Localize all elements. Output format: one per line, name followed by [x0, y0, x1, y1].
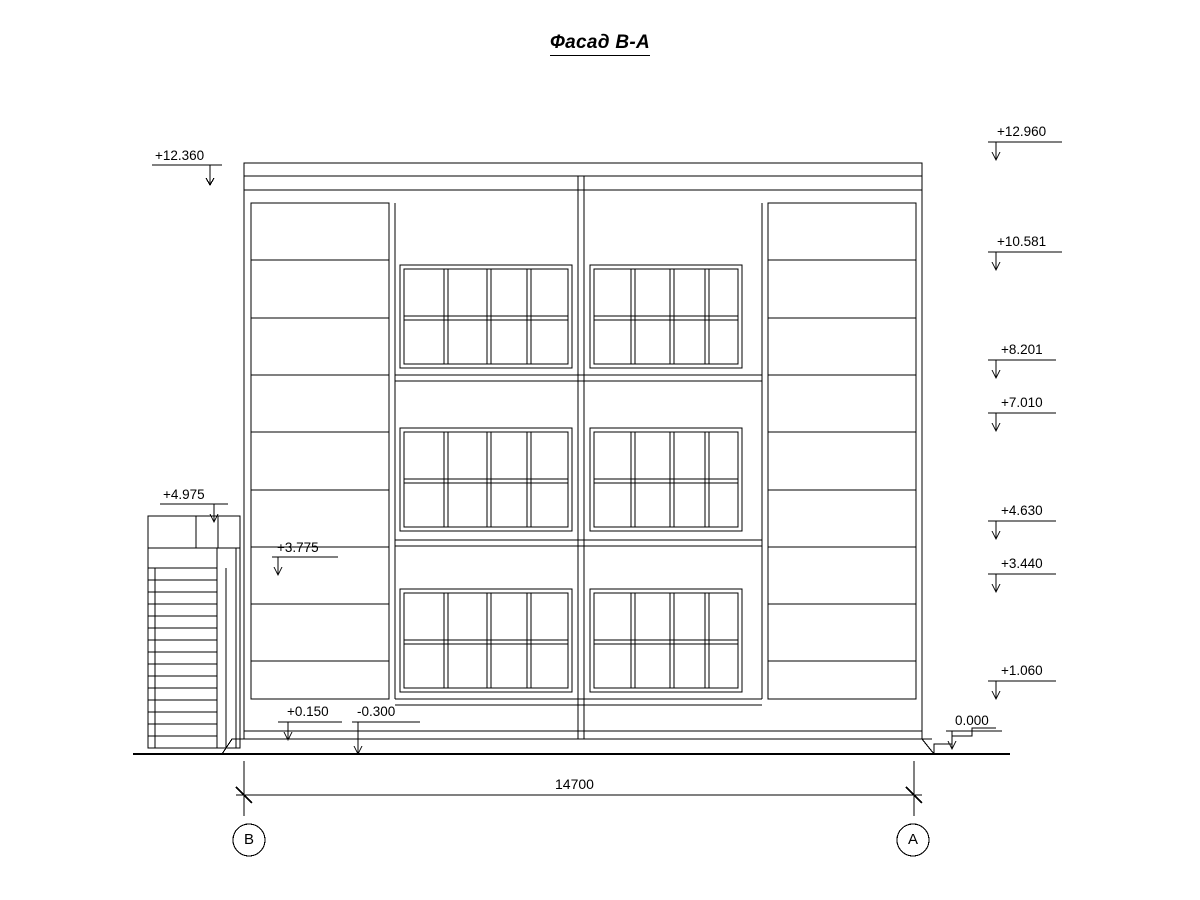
window-band-top-left: [400, 265, 572, 368]
level-marker-right-6: [988, 574, 1056, 592]
window-band-middle-right: [590, 428, 742, 531]
level-marker-right-1: [988, 142, 1062, 160]
level-marker-right-7: [988, 681, 1056, 699]
level-marker-right-5: [988, 521, 1056, 539]
page-title-text: Фасад В-А: [550, 32, 650, 56]
overall-dimension-label: 14700: [555, 776, 594, 792]
level-label-right-8: 0.000: [955, 713, 989, 728]
level-label-right-7: +1.060: [1001, 663, 1043, 678]
level-label-right-6: +3.440: [1001, 556, 1043, 571]
level-marker-right-4: [988, 413, 1056, 431]
grid-label-a: А: [907, 831, 918, 848]
right-entrance-steps: [934, 728, 996, 754]
level-label-right-3: +8.201: [1001, 342, 1043, 357]
level-marker-right-3: [988, 360, 1056, 378]
window-band-middle-left: [400, 428, 572, 531]
level-marker-right-8: [946, 731, 1002, 749]
level-marker-bottom-2: [352, 722, 420, 754]
level-marker-left-1: [152, 165, 222, 185]
level-label-left-1: +12.360: [155, 148, 205, 163]
level-label-right-4: +7.010: [1001, 395, 1043, 410]
left-stair-annex: [148, 516, 240, 748]
level-label-bottom-2: -0.300: [357, 704, 396, 719]
window-band-bottom-right: [590, 589, 742, 692]
left-wall-panels: [251, 203, 389, 699]
central-bay-frame: [389, 176, 768, 739]
level-marker-right-2: [988, 252, 1062, 270]
level-label-bottom-1: +0.150: [287, 704, 329, 719]
level-label-left-3: +3.775: [277, 540, 319, 555]
window-band-top-right: [590, 265, 742, 368]
window-band-bottom-left: [400, 589, 572, 692]
level-label-right-1: +12.960: [997, 124, 1047, 139]
building-outline: [244, 163, 922, 739]
right-wall-panels: [768, 203, 916, 699]
grid-label-b: В: [243, 831, 254, 848]
level-label-right-5: +4.630: [1001, 503, 1043, 518]
level-label-left-2: +4.975: [163, 487, 205, 502]
level-label-right-2: +10.581: [997, 234, 1047, 249]
level-marker-left-3: [272, 557, 338, 575]
